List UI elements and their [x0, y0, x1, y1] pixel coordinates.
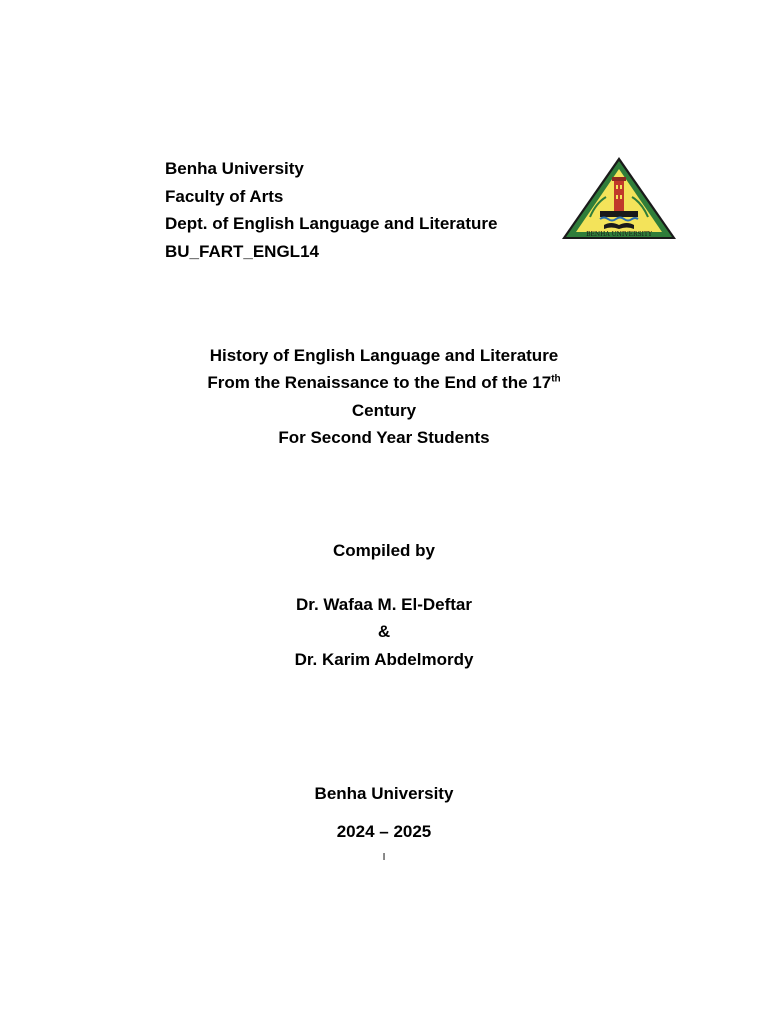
title-line-1: History of English Language and Literature	[209, 346, 559, 365]
university-logo-icon	[560, 155, 678, 243]
logo-caption: BENHA UNIVERSITY	[586, 231, 652, 238]
title-line-2-main: From the Renaissance to the End of the 17	[207, 373, 552, 393]
university-name: Benha University	[165, 159, 304, 178]
title-line-2-superscript: th	[551, 373, 561, 385]
author-1: Dr. Wafaa M. El-Deftar	[295, 595, 473, 614]
title-line-3: Century	[351, 400, 417, 420]
faculty-name: Faculty of Arts	[165, 186, 284, 206]
academic-years: 2024 – 2025	[336, 822, 432, 841]
page-number: I	[382, 852, 386, 863]
author-separator: &	[377, 622, 391, 641]
footer-institution: Benha University	[314, 784, 454, 803]
institution-header	[165, 155, 497, 265]
department-name: Dept. of English Language and Literature	[165, 214, 498, 233]
title-line-2	[0, 369, 768, 396]
course-title	[0, 342, 768, 451]
course-code: BU_FART_ENGL14	[165, 241, 319, 261]
title-line-4: For Second Year Students	[278, 427, 490, 447]
author-2: Dr. Karim Abdelmordy	[294, 650, 474, 669]
compiled-by-label: Compiled by	[332, 541, 435, 560]
